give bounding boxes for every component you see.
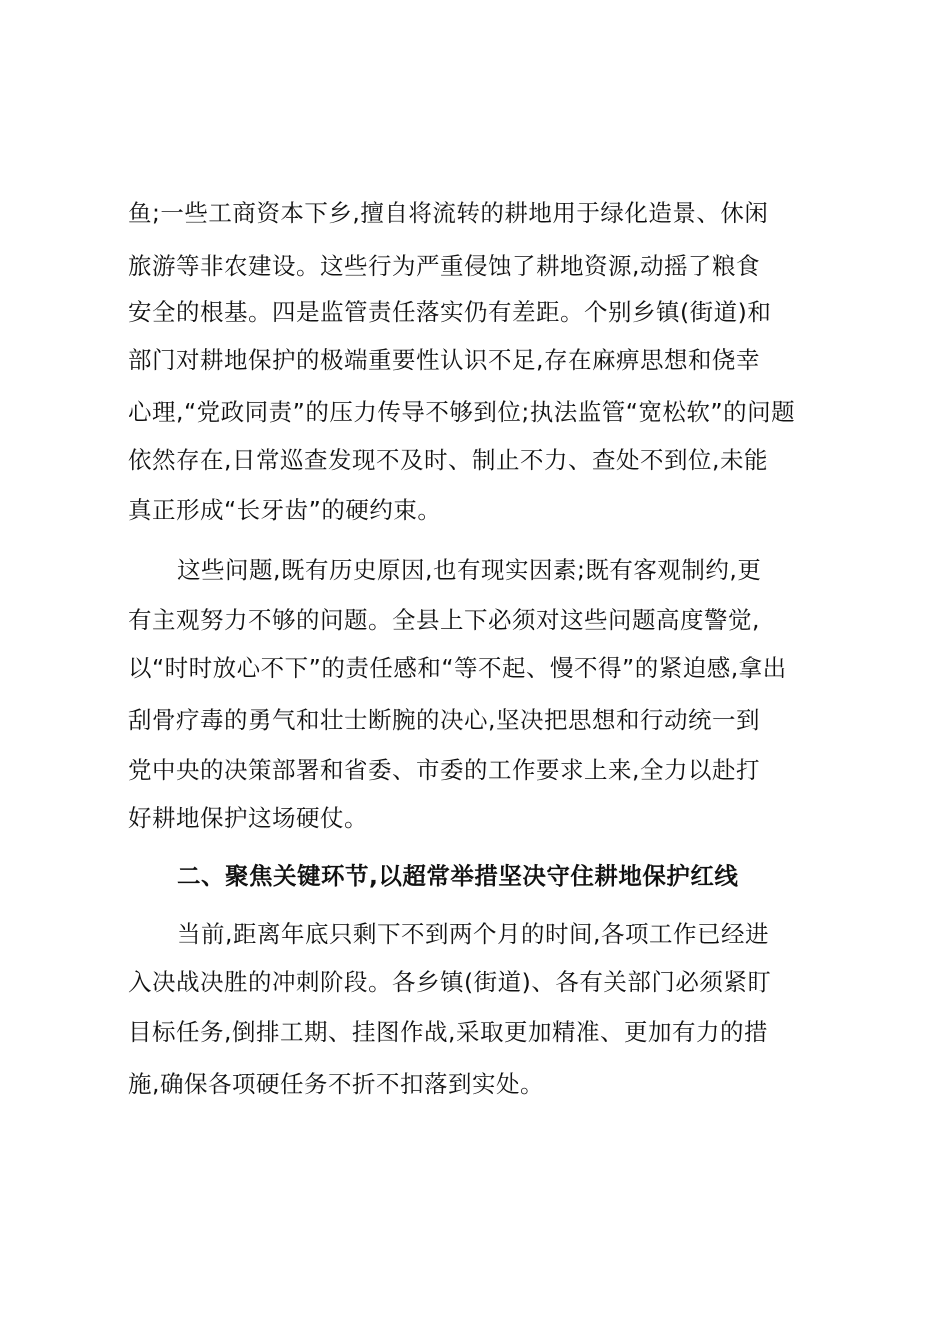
paragraph-2-line-3: 以“时时放心不下”的责任感和“等不起、慢不得”的紧迫感,拿出: [128, 654, 787, 682]
paragraph-3-line-1: 当前,距离年底只剩下不到两个月的时间,各项工作已经进: [177, 920, 769, 948]
paragraph-1-line-4: 部门对耕地保护的极端重要性认识不足,存在麻痹思想和侥幸: [128, 346, 760, 374]
paragraph-1-line-1: 鱼;一些工商资本下乡,擅自将流转的耕地用于绿化造景、休闲: [128, 199, 769, 227]
paragraph-1-line-3: 安全的根基。四是监管责任落实仍有差距。个别乡镇(街道)和: [128, 298, 772, 326]
paragraph-3-line-2: 入决战决胜的冲刺阶段。各乡镇(街道)、各有关部门必须紧盯: [128, 968, 772, 996]
paragraph-2-line-6: 好耕地保护这场硬仗。: [128, 804, 368, 832]
paragraph-1-line-2: 旅游等非农建设。这些行为严重侵蚀了耕地资源,动摇了粮食: [128, 252, 760, 280]
paragraph-2-line-2: 有主观努力不够的问题。全县上下必须对这些问题高度警觉,: [128, 606, 760, 634]
paragraph-1-line-6: 依然存在,日常巡查发现不及时、制止不力、查处不到位,未能: [128, 446, 768, 474]
paragraph-3-line-3: 目标任务,倒排工期、挂图作战,采取更加精准、更加有力的措: [128, 1018, 768, 1046]
paragraph-2-line-5: 党中央的决策部署和省委、市委的工作要求上来,全力以赴打: [128, 756, 760, 784]
paragraph-3-line-4: 施,确保各项硬任务不折不扣落到实处。: [128, 1070, 544, 1098]
paragraph-2-line-4: 刮骨疗毒的勇气和壮士断腕的决心,坚决把思想和行动统一到: [128, 706, 760, 734]
paragraph-1-line-7: 真正形成“长牙齿”的硬约束。: [128, 496, 442, 524]
paragraph-2-line-1: 这些问题,既有历史原因,也有现实因素;既有客观制约,更: [177, 556, 762, 584]
section-heading-2: 二、聚焦关键环节,以超常举措坚决守住耕地保护红线: [177, 862, 739, 890]
paragraph-1-line-5: 心理,“党政同责”的压力传导不够到位;执法监管“宽松软”的问题: [128, 398, 796, 426]
